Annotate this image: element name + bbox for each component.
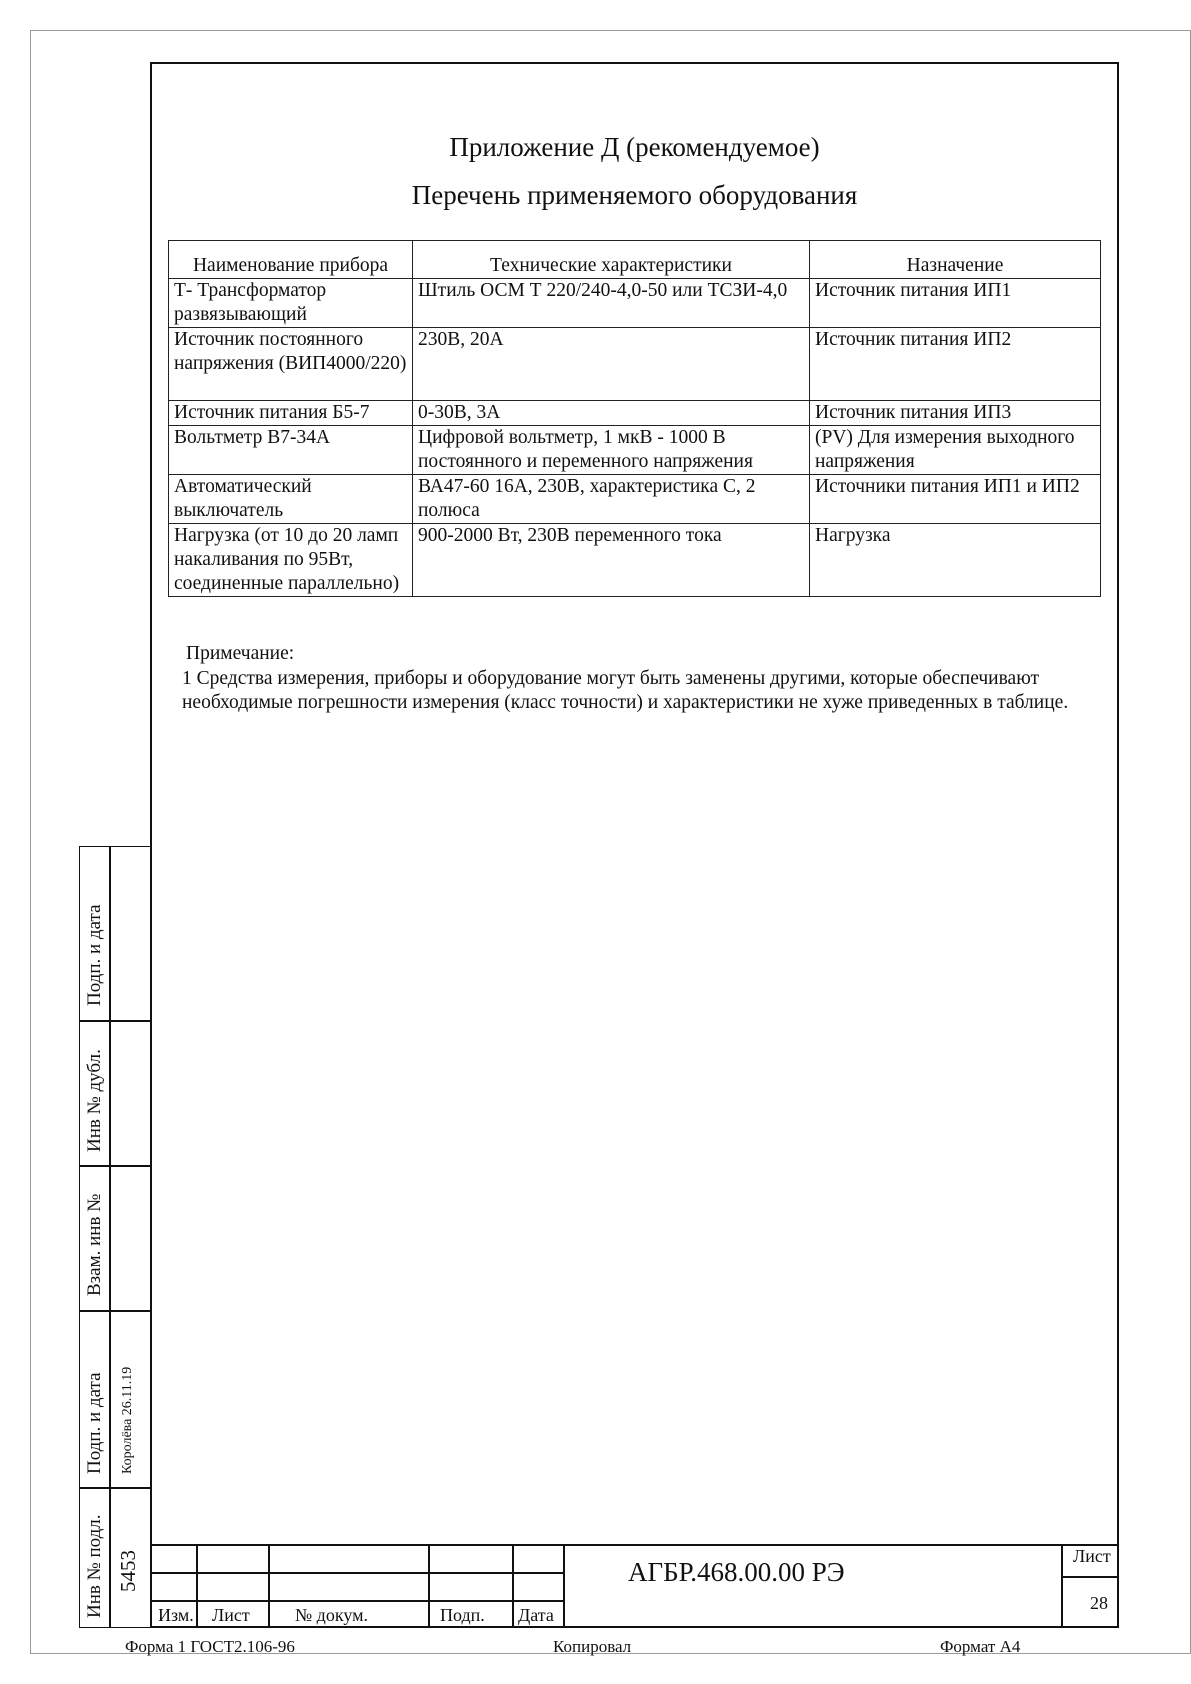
margin-divider: [79, 1310, 150, 1312]
margin-sign-date-label: Подп. и дата: [84, 904, 105, 1006]
margin-divider: [79, 1165, 150, 1167]
stamp-line: [512, 1544, 514, 1628]
margin-vertical-divider: [109, 846, 111, 1628]
margin-signer: Королёва 26.11.19: [120, 1366, 135, 1474]
cell-device: Источник питания Б5-7: [169, 401, 413, 426]
stamp-line: [150, 1544, 1119, 1546]
cell-specs: 0-30В, 3А: [413, 401, 810, 426]
cell-purpose: Источники питания ИП1 и ИП2: [810, 475, 1101, 524]
cell-purpose: Источник питания ИП3: [810, 401, 1101, 426]
table-row: [169, 279, 1101, 328]
document-code: АГБР.468.00.00 РЭ: [628, 1557, 845, 1587]
stamp-line: [196, 1544, 198, 1628]
header-purpose: Назначение: [810, 241, 1101, 279]
stamp-line: [268, 1544, 270, 1628]
footer-copied: Копировал: [553, 1637, 632, 1656]
margin-dup-inv-label: Инв № дубл.: [84, 1049, 105, 1152]
margin-divider: [79, 1020, 150, 1022]
stamp-line: [1061, 1544, 1063, 1628]
stamp-line: [1061, 1576, 1119, 1578]
cell-device: Нагрузка (от 10 до 20 ламп накаливания по 95Вт, соединенные параллельно): [169, 524, 413, 597]
table-header-row: [169, 241, 1101, 279]
margin-sign-date-label-2: Подп. и дата: [84, 1372, 105, 1474]
cell-device: Вольтметр В7-34А: [169, 426, 413, 475]
note-block: [182, 642, 1086, 716]
cell-specs: Цифровой вольтметр, 1 мкВ - 1000 В постоянного и переменного напряжения: [413, 426, 810, 475]
cell-purpose: Нагрузка: [810, 524, 1101, 597]
header-specs: Технические характеристики: [413, 241, 810, 279]
table-row: [169, 475, 1101, 524]
note-label: Примечание:: [186, 643, 295, 664]
table-row: [169, 426, 1101, 475]
footer-format: Формат А4: [940, 1637, 1021, 1656]
table-row: [169, 328, 1101, 401]
stamp-line: [428, 1544, 430, 1628]
stamp-sign-label: Подп.: [440, 1605, 485, 1625]
section-title: Перечень применяемого оборудования: [411, 180, 858, 210]
stamp-line: [150, 1572, 564, 1574]
appendix-title: Приложение Д (рекомендуемое): [449, 132, 820, 162]
sheet-label: Лист: [1073, 1546, 1111, 1566]
stamp-line: [563, 1544, 565, 1628]
cell-purpose: Источник питания ИП1: [810, 279, 1101, 328]
stamp-izm-label: Изм.: [158, 1605, 194, 1625]
stamp-list-label: Лист: [212, 1605, 250, 1625]
cell-device: Источник постоянного напряжения (ВИП4000/220): [169, 328, 413, 401]
equipment-table: [168, 240, 1101, 597]
stamp-line: [150, 1600, 564, 1602]
cell-specs: ВА47-60 16А, 230В, характеристика С, 2 полюса: [413, 475, 810, 524]
margin-divider: [79, 1487, 150, 1489]
table-row: [169, 401, 1101, 426]
margin-orig-inv-value: 5453: [116, 1550, 140, 1592]
note-text: 1 Средства измерения, приборы и оборудование могут быть заменены другими, которые обеспечивают необходимые погрешности измерения (класс точности) и характеристики не хуже приведенных в таблице.: [182, 667, 1069, 713]
margin-orig-inv-label: Инв № подл.: [84, 1514, 105, 1618]
table-row: [169, 524, 1101, 597]
margin-replace-inv-label: Взам. инв №: [84, 1193, 105, 1296]
cell-specs: Штиль ОСМ Т 220/240-4,0-50 или ТСЗИ-4,0: [413, 279, 810, 328]
cell-specs: 900-2000 Вт, 230В переменного тока: [413, 524, 810, 597]
cell-purpose: Источник питания ИП2: [810, 328, 1101, 401]
stamp-date-label: Дата: [518, 1605, 554, 1625]
cell-specs: 230В, 20А: [413, 328, 810, 401]
header-device-name: Наименование прибора: [169, 241, 413, 279]
cell-device: Т- Трансформатор развязывающий: [169, 279, 413, 328]
cell-purpose: (PV) Для измерения выходного напряжения: [810, 426, 1101, 475]
footer-form: Форма 1 ГОСТ2.106-96: [125, 1637, 295, 1656]
cell-device: Автоматический выключатель: [169, 475, 413, 524]
stamp-doc-no-label: № докум.: [295, 1605, 368, 1625]
sheet-number: 28: [1090, 1593, 1108, 1613]
